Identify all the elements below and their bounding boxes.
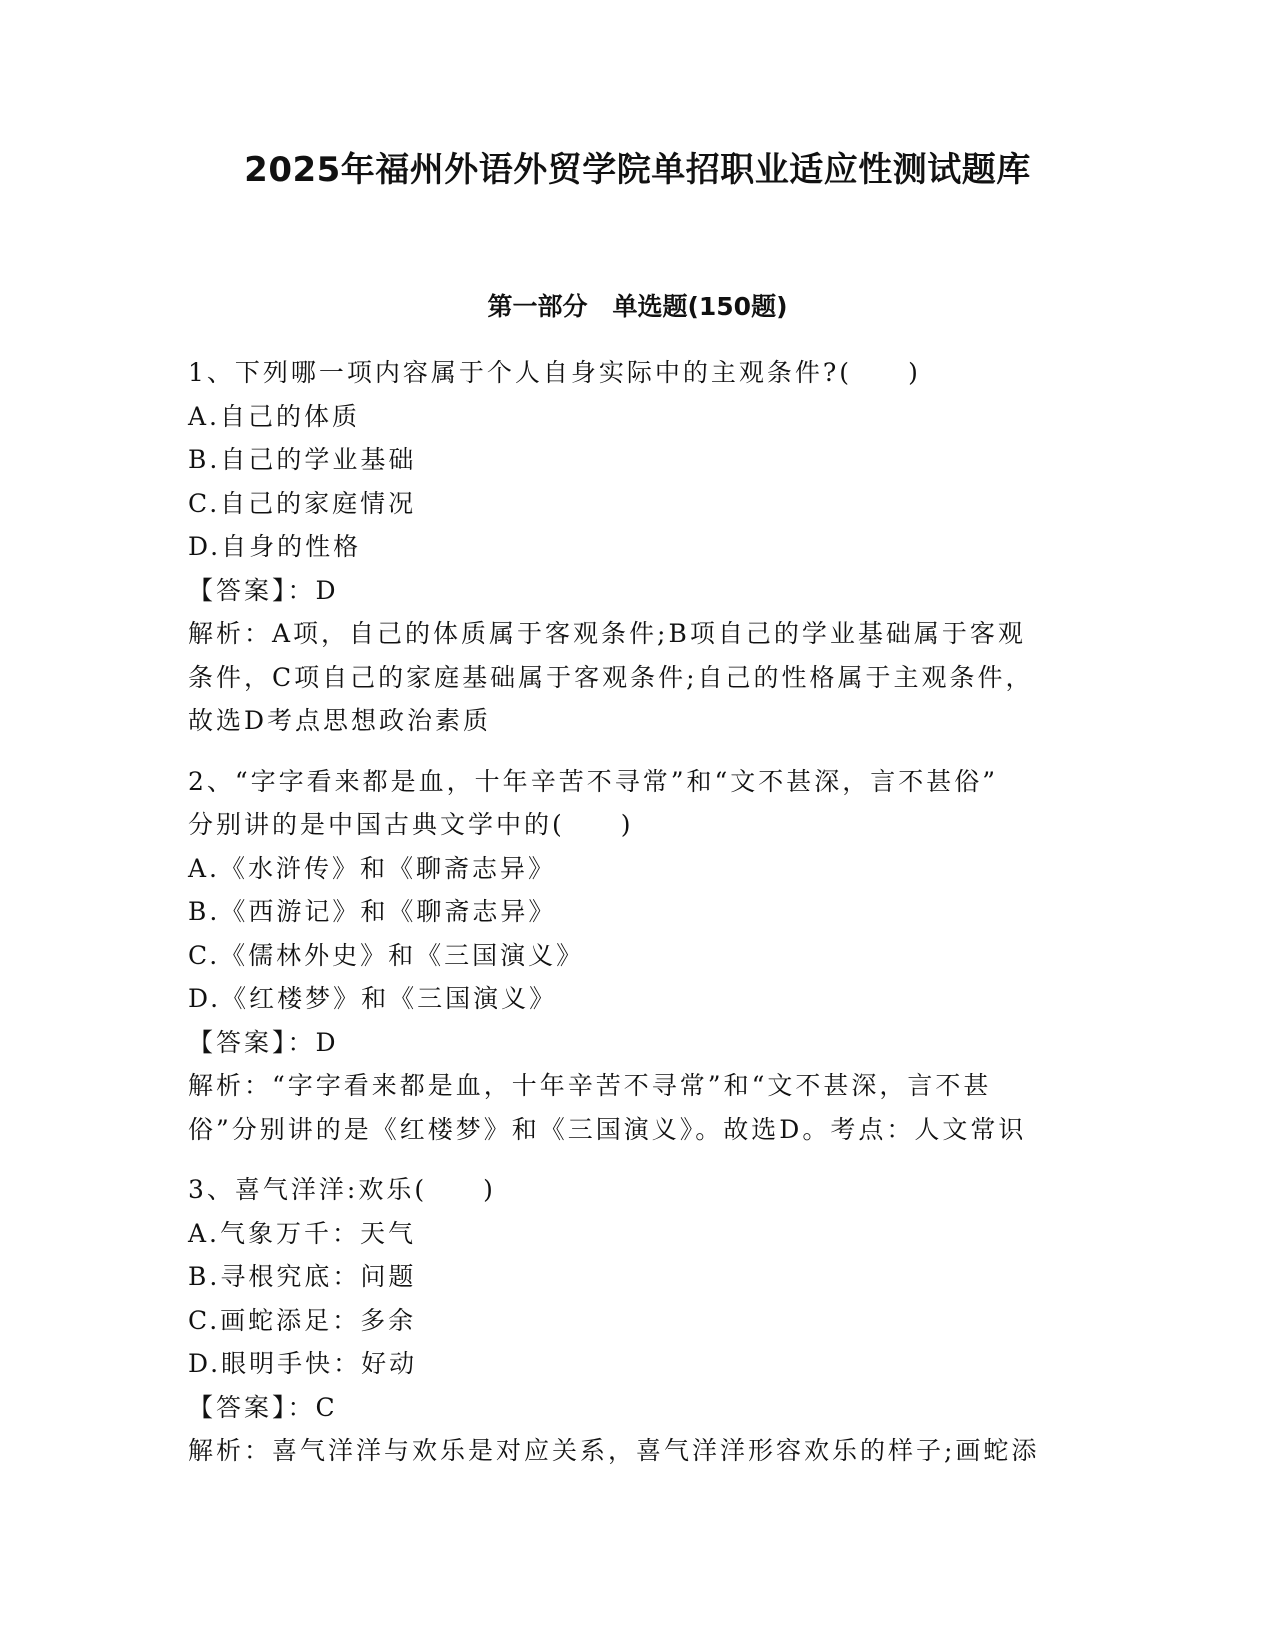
question-spacer: [188, 1151, 1088, 1168]
option-a: A.《水浒传》和《聊斋志异》: [188, 853, 557, 883]
option-d: D.眼明手快：好动: [188, 1349, 418, 1378]
option-b: B.寻根究底：问题: [188, 1262, 417, 1291]
option-b: B.《西游记》和《聊斋志异》: [188, 897, 557, 926]
analysis-line: 解析：喜气洋洋与欢乐是对应关系，喜气洋洋形容欢乐的样子;画蛇添: [188, 1436, 1040, 1465]
question-stem: 3、喜气洋洋:欢乐( ): [188, 1175, 496, 1204]
option-a: A.自己的体质: [188, 401, 361, 431]
option-d: D.自身的性格: [188, 532, 362, 561]
option-b: B.自己的学业基础: [188, 445, 417, 474]
analysis-line: 条件，C项自己的家庭基础属于客观条件;自己的性格属于主观条件，: [188, 662, 1034, 692]
question-stem: 2、“字字看来都是血，十年辛苦不寻常”和“文不甚深，言不甚俗”: [188, 766, 999, 796]
question-block: [188, 1168, 1088, 1473]
option-a: A.气象万千：天气: [188, 1218, 417, 1248]
option-c: C.自己的家庭情况: [188, 488, 417, 518]
answer-line: 【答案】：D: [188, 575, 339, 605]
analysis-line: 俗”分别讲的是《红楼梦》和《三国演义》。故选D。考点：人文常识: [188, 1114, 1027, 1144]
analysis-line: 解析：“字字看来都是血，十年辛苦不寻常”和“文不甚深，言不甚: [188, 1071, 992, 1100]
question-block: [188, 351, 1088, 743]
section-title: 第一部分 单选题(150题): [487, 292, 788, 321]
option-c: C.画蛇添足：多余: [188, 1305, 417, 1335]
option-d: D.《红楼梦》和《三国演义》: [188, 984, 558, 1013]
question-stem: 分别讲的是中国古典文学中的( ): [188, 810, 634, 839]
question-block: [188, 760, 1088, 1152]
question-spacer: [188, 743, 1088, 760]
document-title: 2025年福州外语外贸学院单招职业适应性测试题库: [244, 150, 1031, 190]
answer-line: 【答案】：C: [188, 1392, 338, 1422]
analysis-line: 解析：A项，自己的体质属于客观条件;B项自己的学业基础属于客观: [188, 619, 1026, 648]
question-stem: 1、下列哪一项内容属于个人自身实际中的主观条件?( ): [188, 358, 921, 387]
answer-line: 【答案】：D: [188, 1027, 339, 1057]
analysis-line: 故选D考点思想政治素质: [188, 706, 492, 735]
option-c: C.《儒林外史》和《三国演义》: [188, 940, 585, 970]
question-list: [188, 351, 1088, 1473]
